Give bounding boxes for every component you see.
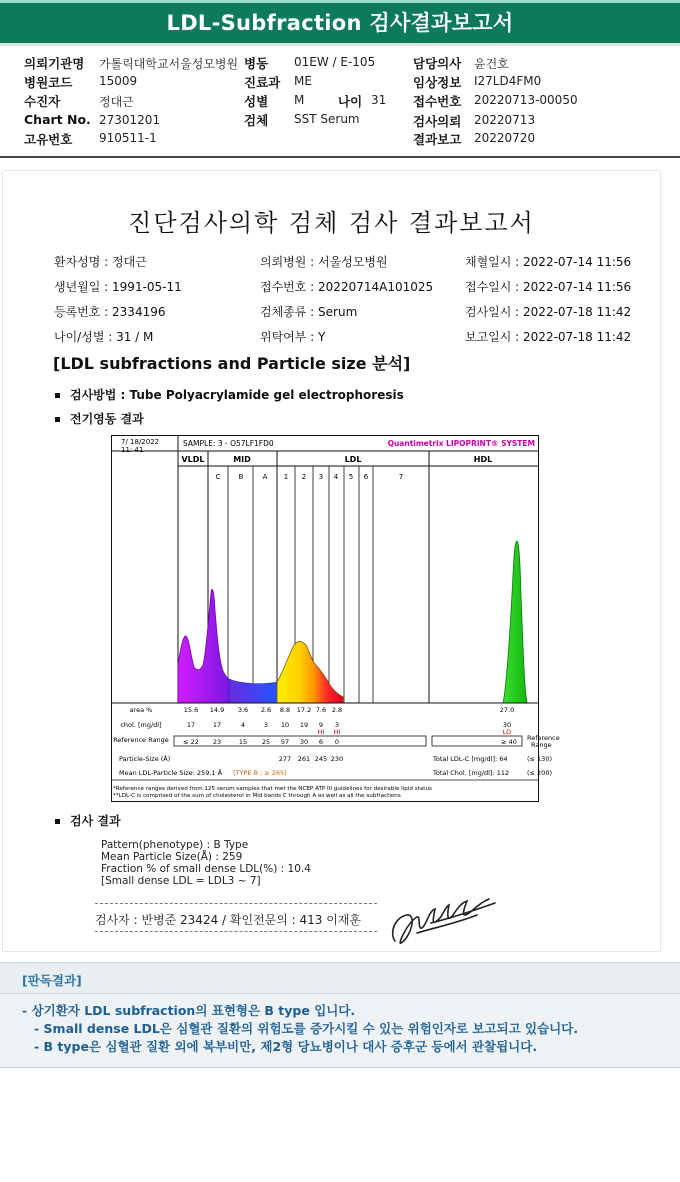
verdict-line: - 상기환자 LDL subfraction의 표현형은 B type 입니다. [22, 1003, 356, 1018]
area-value: 2.6 [260, 706, 272, 714]
bullet-icon [55, 393, 60, 398]
band-label: 7 [398, 473, 404, 481]
ref-value: 25 [261, 738, 271, 746]
chol-value: 17 [186, 721, 196, 729]
area-value: 7.6 [315, 706, 327, 714]
flag-hi: HI [317, 728, 325, 736]
request-label: 검사의뢰 [413, 114, 462, 129]
band-label: 1 [283, 473, 289, 481]
clinical-value: I27LD4FM0 [474, 74, 542, 88]
patient-name: 환자성명 : 정대근 [54, 255, 147, 269]
particle-value: 277 [278, 755, 292, 763]
result-date-value: 20220720 [474, 131, 536, 145]
signature-line [95, 903, 377, 904]
area-label: area % [129, 706, 153, 714]
chart-label: Chart No. [24, 112, 91, 127]
flag-lo: LO [502, 728, 512, 736]
ref-value: ≤ 22 [183, 738, 199, 746]
chol-value: 9 [318, 721, 324, 729]
particle-value: 245 [314, 755, 328, 763]
chart-date: 7/ 18/2022 [121, 438, 160, 446]
band-label: 5 [348, 473, 354, 481]
signature-line [95, 931, 377, 932]
result-date-label: 결과보고 [413, 132, 462, 147]
sex-value: M [294, 93, 305, 107]
doctor-value: 윤건호 [474, 57, 509, 71]
region-hdl: HDL [473, 455, 493, 464]
clinical-label: 임상정보 [413, 75, 462, 90]
mean-ldl: Mean LDL-Particle Size: 259.1 Å [119, 769, 223, 777]
area-value: 17.2 [296, 706, 312, 714]
result-item: 검사 결과 [55, 812, 121, 829]
ref-label-right: Range [531, 741, 552, 749]
specimen-value: SST Serum [294, 112, 360, 126]
chol-label: chol. [mg/dl] [120, 721, 162, 729]
receipt-number: 접수번호 : 20220714A101025 [260, 280, 434, 294]
test-time: 검사일시 : 2022-07-18 11:42 [465, 305, 632, 319]
age-sex: 나이/성별 : 31 / M [54, 330, 154, 344]
band-label: 3 [318, 473, 324, 481]
particle-value: 261 [297, 755, 311, 763]
chol-value: 19 [299, 721, 309, 729]
age-value: 31 [371, 93, 387, 107]
ref-value: 23 [212, 738, 222, 746]
band-label: B [238, 473, 244, 481]
ref-value: 30 [299, 738, 309, 746]
particle-label: Particle-Size (Å) [119, 755, 171, 763]
band-label: 2 [301, 473, 307, 481]
ward-label: 병동 [244, 56, 269, 71]
electro-item: 전기영동 결과 [55, 410, 144, 427]
page-title: LDL-Subfraction 검사결과보고서 [166, 11, 514, 35]
verdict-line: - Small dense LDL은 심혈관 질환의 위험도를 증가시킬 수 있는 위험인자로 보고되고 있습니다. [34, 1021, 579, 1036]
ref-label: Reference Range [113, 736, 169, 744]
chol-value: 3 [334, 721, 340, 729]
report-header-bar [0, 0, 680, 46]
request-value: 20220713 [474, 113, 536, 127]
doctor-label: 담당의사 [413, 56, 462, 71]
particle-value: 230 [330, 755, 344, 763]
patient-label: 수진자 [24, 94, 61, 109]
patient-info-block [0, 46, 680, 146]
ref-value: 0 [334, 738, 340, 746]
dept-label: 진료과 [244, 75, 281, 90]
region-mid: MID [233, 455, 251, 464]
bullet-icon [55, 417, 60, 422]
uid-label: 고유번호 [24, 132, 73, 147]
small-dense-definition: [Small dense LDL = LDL3 ~ 7] [101, 875, 261, 887]
birth-date: 생년월일 : 1991-05-11 [54, 280, 182, 294]
region-vldl: VLDL [181, 455, 205, 464]
chol-value: 17 [212, 721, 222, 729]
specimen-type: 검체종류 : Serum [260, 305, 358, 319]
pattern: Pattern(phenotype) : B Type [101, 839, 249, 851]
area-value: 2.8 [331, 706, 343, 714]
area-value: 15.6 [183, 706, 199, 714]
report-title: 진단검사의학 검체 검사 결과보고서 [128, 209, 535, 237]
chart-frame [112, 436, 539, 802]
collection-time: 채혈일시 : 2022-07-14 11:56 [465, 255, 632, 269]
verdict-header: [판독결과] [0, 962, 680, 994]
institution-label: 의뢰기관명 [24, 56, 85, 71]
small-dense-fraction: Fraction % of small dense LDL(%) : 10.4 [101, 863, 311, 875]
outsourced: 위탁여부 : Y [260, 330, 326, 344]
area-value: 8.8 [279, 706, 291, 714]
total-chol-ref: (≤ 200) [527, 769, 552, 777]
receipt-label: 접수번호 [413, 94, 462, 109]
chart-time: 11: 41 [121, 446, 144, 454]
ref-label-right: Reference [527, 734, 560, 742]
institution-value: 가톨릭대학교서울성모병원 [99, 57, 239, 71]
band-label: C [215, 473, 221, 481]
mean-particle-size: Mean Particle Size(Å) : 259 [101, 851, 243, 863]
ref-value: 6 [318, 738, 324, 746]
area-value: 3.6 [237, 706, 249, 714]
receipt-value: 20220713-00050 [474, 93, 578, 107]
verdict-line: - B type은 심혈관 질환 외에 복부비만, 제2형 당뇨병이나 대사 증후군 등에서 관찰됩니다. [34, 1039, 538, 1054]
verdict-body [0, 994, 680, 1068]
total-ldl-ref: (≤ 130) [527, 755, 552, 763]
age-label: 나이 [338, 94, 363, 109]
ref-value: 15 [238, 738, 248, 746]
hdl-ref: ≥ 40 [501, 738, 517, 746]
band-label: 4 [333, 473, 339, 481]
signature-image [387, 893, 499, 951]
section-title: [LDL subfractions and Particle size 분석] [53, 354, 411, 373]
footnote: **LDL-C is comprised of the sum of cholesterol in Mid bands C through A as well as all the subfractions [113, 793, 401, 799]
hospcode-value: 15009 [99, 74, 138, 88]
total-chol: Total Chol. [mg/dl]: 112 [433, 769, 510, 777]
total-ldl: Total LDL-C [mg/dl]: 64 [433, 755, 508, 763]
examiner: 검사자 : 반병준 23424 / 확인전문의 : 413 이재훈 [95, 913, 362, 927]
result-summary [101, 839, 311, 887]
footnote: *Reference ranges derived from 125 serum samples that met the NCEP ATP III guidelines for desirable lipid status [113, 786, 432, 792]
bullet-icon [55, 819, 60, 824]
specimen-label: 검체 [244, 113, 269, 128]
patient-value: 정대근 [99, 95, 134, 109]
chol-value: 3 [263, 721, 269, 729]
registration-number: 등록번호 : 2334196 [54, 305, 166, 319]
ref-value: 57 [280, 738, 290, 746]
sex-label: 성별 [244, 94, 269, 109]
method-item: 검사방법 : Tube Polyacrylamide gel electrophoresis [55, 386, 404, 403]
region-ldl: LDL [344, 455, 362, 464]
report-time: 보고일시 : 2022-07-18 11:42 [465, 330, 632, 344]
chart-brand: Quantimetrix LIPOPRINT® SYSTEM [387, 439, 535, 448]
chart-value: 27301201 [99, 113, 161, 127]
hdl-chol: 30 [502, 721, 512, 729]
flag-hi: HI [333, 728, 341, 736]
referring-hospital: 의뢰병원 : 서울성모병원 [260, 255, 388, 269]
receipt-time: 접수일시 : 2022-07-14 11:56 [465, 280, 632, 294]
divider [0, 156, 680, 158]
uid-value: 910511-1 [99, 131, 157, 145]
hospcode-label: 병원코드 [24, 75, 73, 90]
chol-value: 10 [280, 721, 290, 729]
mean-ldl-type: (TYPE B ; ≥ 265) [233, 769, 287, 777]
chart-sample: SAMPLE: 3 - O57LF1FD0 [183, 439, 274, 448]
band-label: A [262, 473, 268, 481]
chol-value: 4 [240, 721, 246, 729]
electrophoresis-chart [111, 435, 560, 803]
dept-value: ME [294, 74, 312, 88]
ward-value: 01EW / E-105 [294, 55, 376, 69]
area-value: 14.9 [209, 706, 225, 714]
hdl-area: 27.0 [499, 706, 515, 714]
band-label: 6 [363, 473, 369, 481]
lab-report-document [2, 170, 661, 952]
